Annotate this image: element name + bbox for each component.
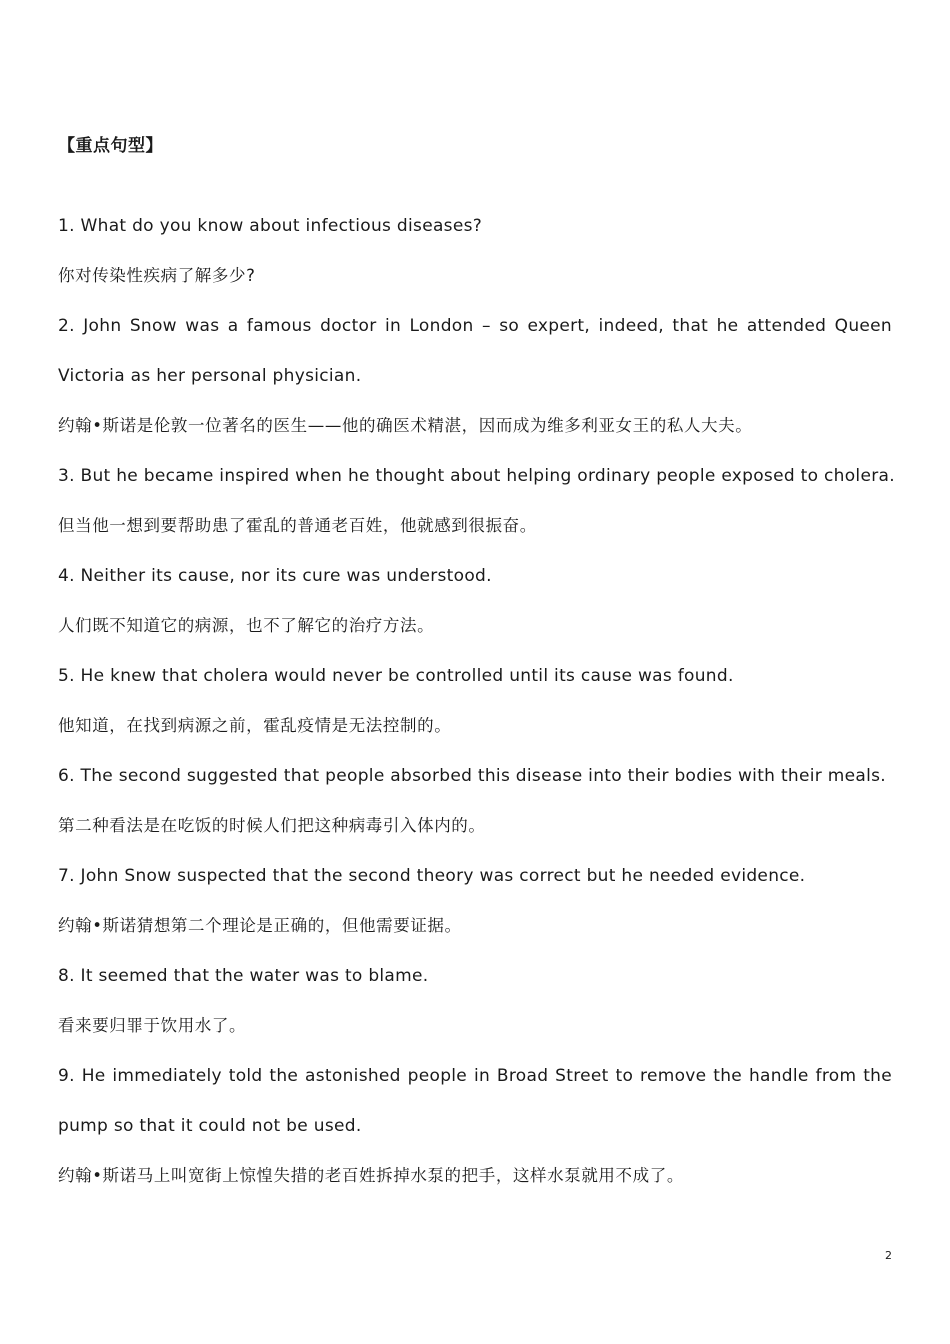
sentence-5-chinese: 他知道，在找到病源之前，霍乱疫情是无法控制的。 [58, 716, 452, 735]
sentence-9-english-continued: pump so that it could not be used. [58, 1116, 362, 1136]
sentence-3-chinese: 但当他一想到要帮助患了霍乱的普通老百姓，他就感到很振奋。 [58, 516, 537, 535]
sentence-2-chinese: 约翰•斯诺是伦敦一位著名的医生——他的确医术精湛，因而成为维多利亚女王的私人大夫。 [58, 416, 753, 435]
sentence-1-english: 1. What do you know about infectious diseases? [58, 216, 483, 236]
sentence-4-english: 4. Neither its cause, nor its cure was understood. [58, 566, 492, 586]
sentence-2-english: 2. John Snow was a famous doctor in London – so expert, indeed, that he attended Queen [58, 316, 892, 336]
sentence-8-chinese: 看来要归罪于饮用水了。 [58, 1016, 247, 1035]
sentence-2-english-continued: Victoria as her personal physician. [58, 366, 362, 386]
page-number: 2 [885, 1249, 892, 1262]
sentence-list [58, 201, 895, 1201]
sentence-6-chinese: 第二种看法是在吃饭的时候人们把这种病毒引入体内的。 [58, 816, 486, 835]
section-heading: 【重点句型】 [58, 136, 163, 156]
sentence-5-english: 5. He knew that cholera would never be controlled until its cause was found. [58, 666, 734, 686]
sentence-7-english: 7. John Snow suspected that the second theory was correct but he needed evidence. [58, 866, 806, 886]
sentence-9-chinese: 约翰•斯诺马上叫宽街上惊惶失措的老百姓拆掉水泵的把手，这样水泵就用不成了。 [58, 1166, 684, 1185]
sentence-4-chinese: 人们既不知道它的病源，也不了解它的治疗方法。 [58, 616, 435, 635]
sentence-6-english: 6. The second suggested that people absorbed this disease into their bodies with their meals. [58, 766, 886, 786]
sentence-3-english: 3. But he became inspired when he thought about helping ordinary people exposed to cholera. [58, 466, 895, 486]
sentence-1-chinese: 你对传染性疾病了解多少? [58, 266, 256, 285]
sentence-9-english: 9. He immediately told the astonished people in Broad Street to remove the handle from the [58, 1066, 892, 1086]
sentence-8-english: 8. It seemed that the water was to blame. [58, 966, 429, 986]
sentence-7-chinese: 约翰•斯诺猜想第二个理论是正确的，但他需要证据。 [58, 916, 462, 935]
